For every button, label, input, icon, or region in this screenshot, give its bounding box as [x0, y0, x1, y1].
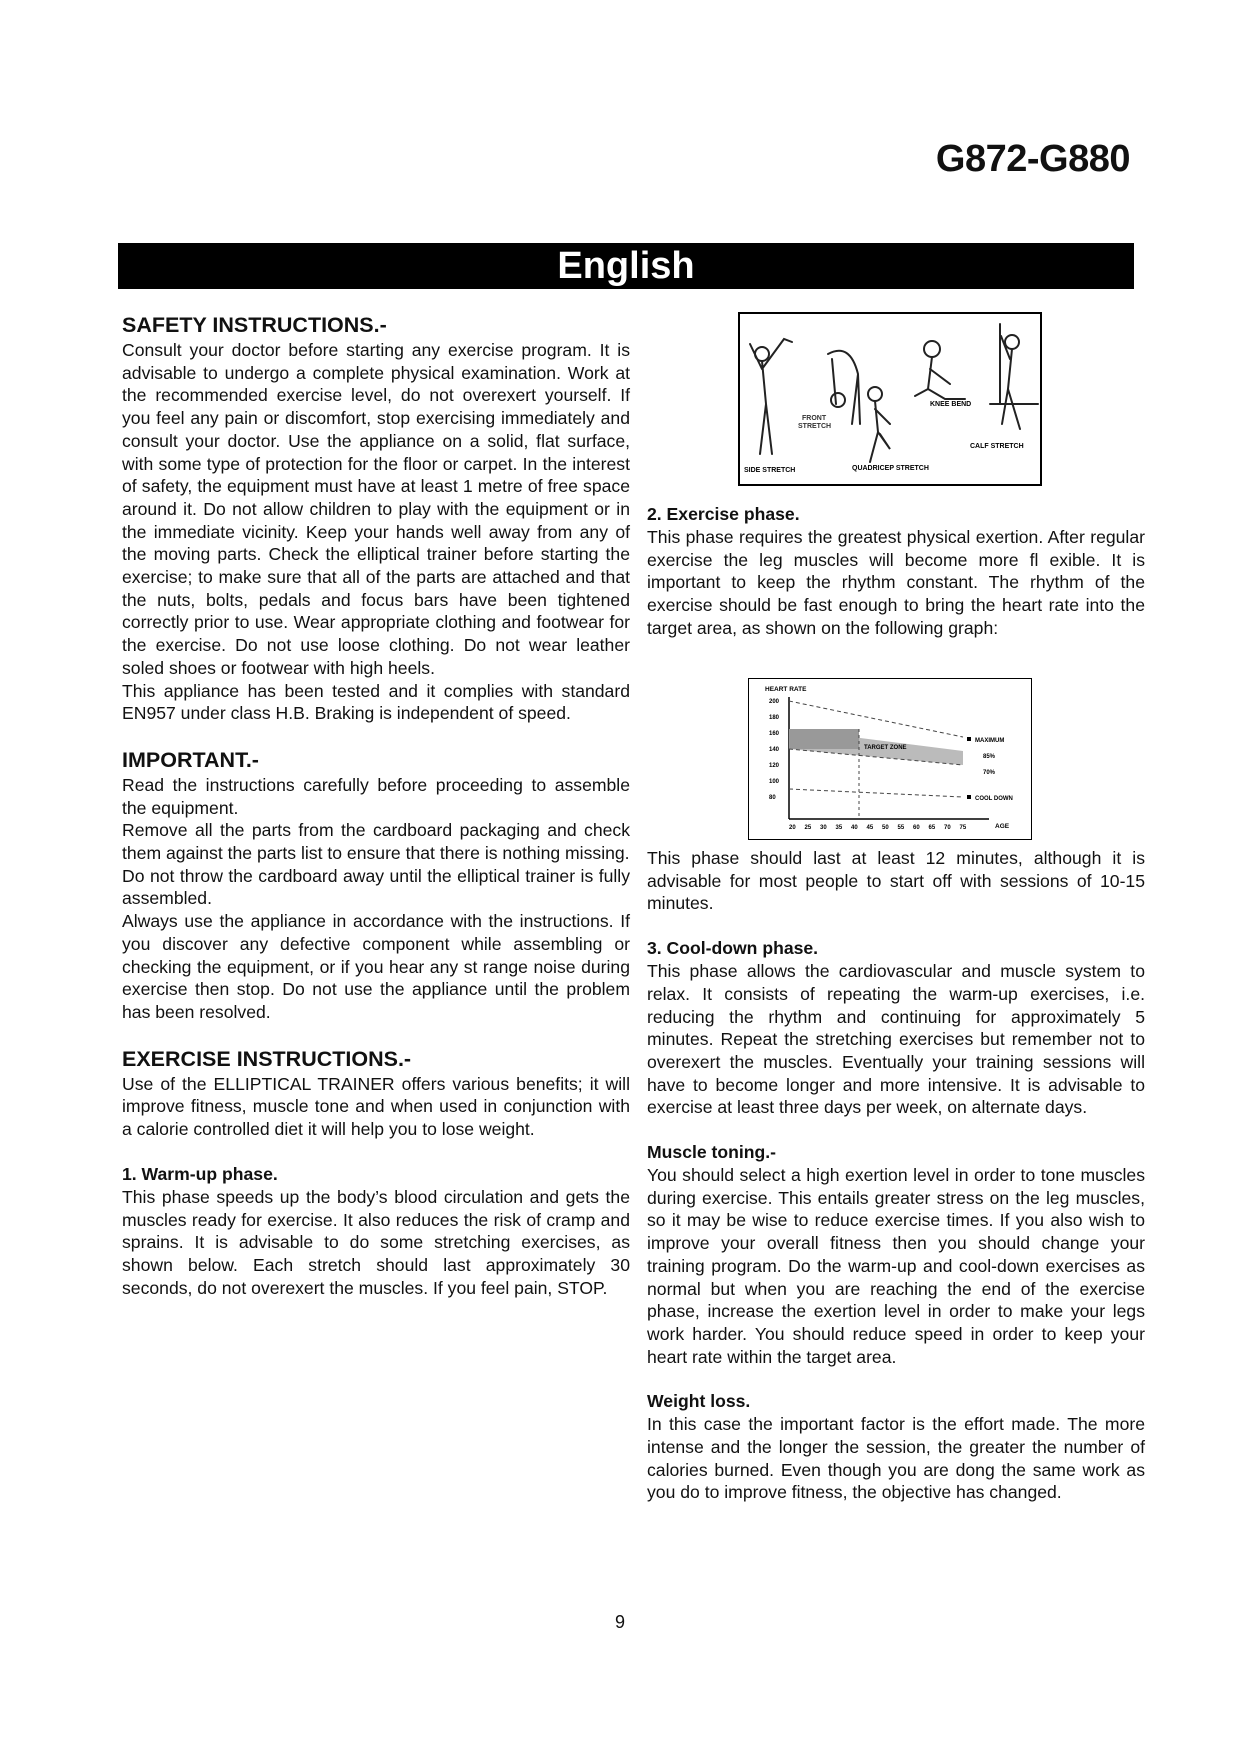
chart-xlabel: AGE [995, 823, 1010, 830]
weight-heading: Weight loss. [647, 1391, 751, 1412]
x-tick-label: 25 [804, 825, 812, 831]
safety-body: Consult your doctor before starting any exercise program. It is advisable to undergo a complete physical examination. Work at the recommended exercise level, do not overexert yourself. If you feel any pain or discomfort, stop exercising immediately and consult your doctor. Use the appliance on a solid, flat surface, with some type of protection for the floor or carpet. In the interest of safety, the equipment must have at least 1 metre of free space around it. Do not allow children to play with the equipment or in the immediate vicinity. Keep your hands well away from any of the moving parts. Check the elliptical trainer before starting the exercise; to make sure that all of the parts are attached and that the nuts, bolts, pedals and focus bars have been tightened correctly prior to use. Wear appropriate clothing and footwear for the exercise. Do not use loose clothing. Do not wear leather soled shoes or footwear with high heels. [122, 340, 630, 678]
warmup-heading: 1. Warm-up phase. [122, 1163, 278, 1184]
language-banner [118, 243, 1134, 289]
left-column [122, 312, 630, 1299]
exercise-phase-duration: This phase should last at least 12 minutes, although it is advisable for most people to start off with sessions of 10-15 minutes. [647, 848, 1145, 914]
stretch-illustration [738, 312, 1042, 486]
calf-stretch-label: CALF STRETCH [970, 443, 1024, 450]
weight-body: In this case the important factor is the effort made. The more intense and the longer the session, the greater the number of calories burned. Even though you are dong the same work as you do to improve fitness, the objective has changed. [647, 1414, 1145, 1503]
important-heading: IMPORTANT.- [122, 747, 259, 772]
important-paragraph: Read the instructions carefully before proceeding to assemble the equipment. [122, 774, 630, 818]
y-tick-label: 120 [769, 763, 780, 769]
x-tick-label: 30 [820, 825, 827, 831]
y-tick-label: 180 [769, 715, 780, 721]
toning-heading: Muscle toning.- [647, 1142, 777, 1163]
x-tick-label: 40 [851, 825, 858, 831]
exercise-phase-body: This phase requires the greatest physical exertion. After regular exercise the leg muscles will become more fl exible. It is important to keep the rhythm constant. The rhythm of the exercise should be fast enough to bring the heart rate into the target area, as shown on the following graph: [647, 527, 1145, 638]
y-tick-label: 160 [769, 731, 780, 737]
safety-standard: This appliance has been tested and it complies with standard EN957 under class H.B. Braking is independent of speed. [122, 680, 630, 724]
knee-bend-label: KNEE BEND [930, 401, 972, 408]
stretch-drawing [740, 314, 1040, 484]
model-number: G872-G880 [935, 138, 1130, 180]
target-zone-label: TARGET ZONE [864, 745, 907, 751]
right-column-top [647, 503, 1145, 640]
heart-rate-drawing [749, 679, 1031, 839]
x-tick-label: 45 [866, 825, 874, 831]
y-tick-label: 100 [769, 779, 780, 785]
x-tick-label: 50 [882, 825, 889, 831]
legend-70: 70% [983, 770, 996, 776]
exercise-intro: Use of the ELLIPTICAL TRAINER offers various benefits; it will improve fitness, muscle tone and when used in conjunction with a calorie controlled diet it will help you to lose weight. [122, 1073, 630, 1140]
y-tick-label: 200 [769, 699, 780, 705]
legend-cool-down: COOL DOWN [975, 796, 1013, 802]
front-stretch-label-2: STRETCH [798, 423, 832, 430]
x-tick-label: 60 [913, 825, 920, 831]
important-paragraph: Always use the appliance in accordance with the instructions. If you discover any defective component while assembling or checking the equipment, or if you hear any st range noise during exercise then stop. Do not use the appliance until the problem has been resolved. [122, 911, 630, 1022]
legend-maximum: MAXIMUM [975, 738, 1005, 744]
legend-85: 85% [983, 754, 996, 760]
x-tick-label: 75 [959, 825, 967, 831]
x-tick-label: 65 [928, 825, 936, 831]
x-tick-label: 35 [835, 825, 843, 831]
front-stretch-label: FRONT [802, 415, 827, 422]
x-tick-label: 70 [944, 825, 951, 831]
y-tick-label: 80 [769, 795, 776, 801]
quadricep-stretch-label: QUADRICEP STRETCH [852, 465, 929, 472]
important-paragraph: Remove all the parts from the cardboard packaging and check them against the parts list to ensure that there is nothing missing. [122, 820, 630, 864]
language-label: English [557, 245, 695, 287]
y-tick-label: 140 [769, 747, 780, 753]
exercise-heading: EXERCISE INSTRUCTIONS.- [122, 1046, 412, 1071]
x-tick-label: 55 [897, 825, 905, 831]
important-paragraph: Do not throw the cardboard away until the elliptical trainer is fully assembled. [122, 865, 630, 909]
warmup-body: This phase speeds up the body’s blood circulation and gets the muscles ready for exercise. It also reduces the risk of cramp and sprains. It is advisable to do some stretching exercises, as shown below. Each stretch should last approximately 30 seconds, do not overexert the muscles. If you feel pain, STOP. [122, 1186, 630, 1298]
right-column-bottom [647, 847, 1145, 1504]
heart-rate-chart [748, 678, 1032, 840]
toning-body: You should select a high exertion level in order to tone muscles during exercise. This entails greater stress on the leg muscles, so it may be wise to reduce exercise times. If you also wish to improve your overall fitness then you should change your training program. Do the warm-up and cool-down exercises as normal but when you are reaching the end of the exercise phase, increase the exertion level in order to make your legs work harder. You should reduce speed in order to keep your heart rate within the target area. [647, 1165, 1145, 1367]
page-number: 9 [614, 1612, 625, 1632]
y-tick-group [769, 699, 780, 801]
cooldown-body: This phase allows the cardiovascular and muscle system to relax. It consists of repeating the warm-up exercises, i.e. reducing the rhythm and continuing for approximately 5 minutes. Repeat the stretching exercises but remember not to overexert the muscles. Eventually your training sessions will have to become longer and more intensive. It is advisable to exercise at least three days per week, on alternate days. [647, 961, 1145, 1118]
cooldown-heading: 3. Cool-down phase. [647, 938, 819, 959]
chart-ylabel: HEART RATE [765, 686, 807, 693]
safety-heading: SAFETY INSTRUCTIONS.- [122, 313, 387, 337]
x-tick-label: 20 [789, 825, 796, 831]
x-tick-group [789, 825, 967, 831]
side-stretch-label: SIDE STRETCH [744, 467, 796, 474]
exercise-phase-heading: 2. Exercise phase. [647, 504, 800, 524]
